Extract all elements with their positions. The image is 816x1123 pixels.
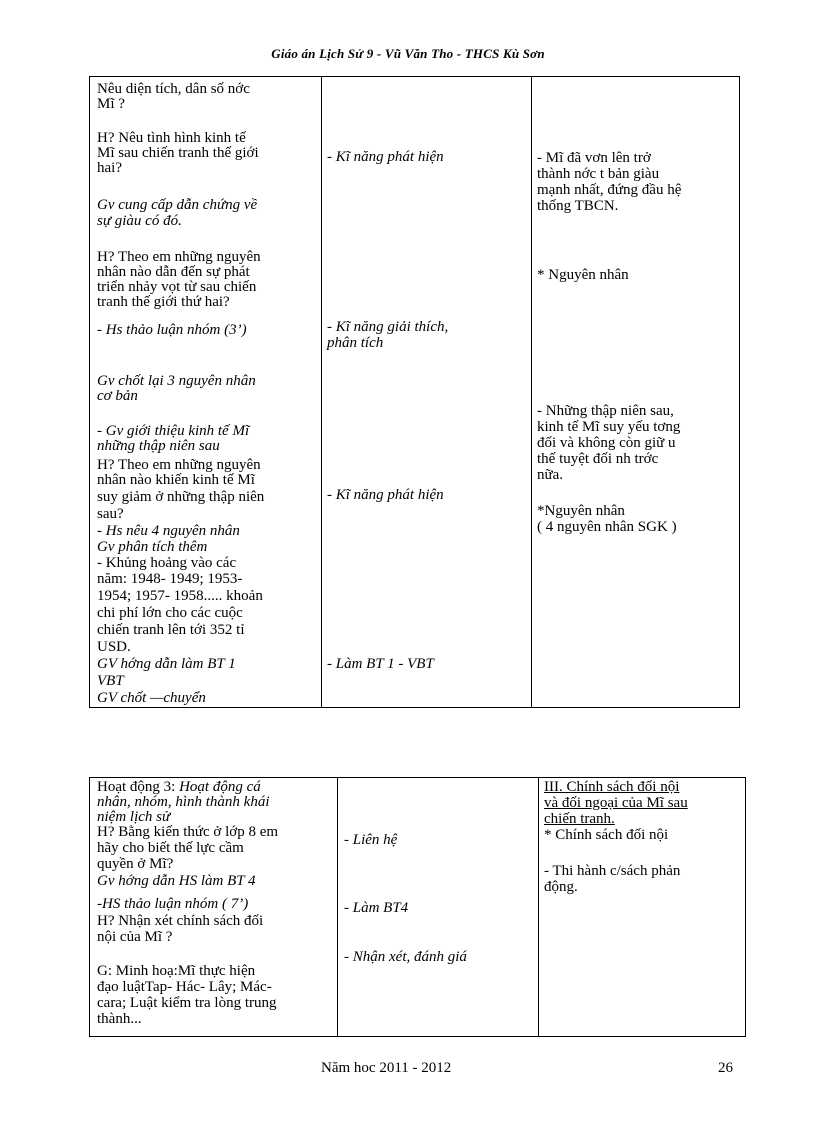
table1-text: sự giàu có đó. xyxy=(97,213,182,229)
table1-text: USD. xyxy=(97,639,131,655)
table1-text: chiến tranh lên tới 352 tỉ xyxy=(97,622,245,638)
table2-text: thành... xyxy=(97,1011,142,1027)
activity-title: Hoạt động cá xyxy=(179,779,261,795)
school-year: Năm hoc 2011 - 2012 xyxy=(321,1060,452,1076)
table1-content: thành nớc t bản giàu xyxy=(537,166,660,182)
table1-text: tranh thế giới thứ hai? xyxy=(97,294,230,310)
table2-skill: - Liên hệ xyxy=(344,832,398,848)
table2-skill: - Làm BT4 xyxy=(344,900,409,916)
table1-text: Gv phân tích thêm xyxy=(97,539,208,555)
table2-text: H? Nhận xét chính sách đối xyxy=(97,913,264,929)
table1-text: GV chốt —chuyển xyxy=(97,690,206,706)
table1-text: H? Nêu tình hình kinh tế xyxy=(97,130,246,146)
table2-text: nội của Mĩ ? xyxy=(97,929,173,945)
table1-text: Nêu diện tích, dân số nớc xyxy=(97,81,250,97)
table1-text: năm: 1948- 1949; 1953- xyxy=(97,571,243,587)
table1-text: 1954; 1957- 1958..... khoản xyxy=(97,588,263,604)
table1-skill: - Kĩ năng phát hiện xyxy=(327,149,444,165)
table1-content: thống TBCN. xyxy=(537,198,619,214)
table1-content: đối và không còn giữ u xyxy=(537,435,676,451)
table1-skill: - Làm BT 1 - VBT xyxy=(327,656,434,672)
table1-text: chi phí lớn cho các cuộc xyxy=(97,605,243,621)
table2-text xyxy=(97,780,261,795)
lesson-table-2 xyxy=(89,777,746,1037)
table2-text: nhân, nhóm, hình thành khái xyxy=(97,794,270,810)
table1-text: cơ bản xyxy=(97,388,138,404)
table2-text: cara; Luật kiểm tra lòng trung xyxy=(97,995,277,1011)
table2-text: G: Minh hoạ:Mĩ thực hiện xyxy=(97,963,256,979)
table1-text: Mĩ ? xyxy=(97,96,125,112)
table1-text: Gv cung cấp dẫn chứng về xyxy=(97,197,258,213)
table2-content: * Chính sách đối nội xyxy=(544,827,669,843)
column-divider xyxy=(538,778,539,1036)
column-divider xyxy=(321,77,322,707)
table1-text: H? Theo em những nguyên xyxy=(97,457,261,473)
lesson-table-1 xyxy=(89,76,740,708)
table1-text: - Gv giới thiệu kinh tế Mĩ xyxy=(97,423,250,439)
table1-text: GV hớng dẫn làm BT 1 xyxy=(97,656,236,672)
section-heading: chiến tranh. xyxy=(544,811,615,827)
table1-skill: - Kĩ năng phát hiện xyxy=(327,487,444,503)
column-divider xyxy=(531,77,532,707)
table2-skill: - Nhận xét, đánh giá xyxy=(344,949,467,965)
table1-skill: - Kĩ năng giải thích, xyxy=(327,319,449,335)
table1-content: kinh tế Mĩ suy yếu tơng xyxy=(537,419,681,435)
table2-content: - Thi hành c/sách phản xyxy=(544,863,681,879)
table1-content: - Những thập niên sau, xyxy=(537,403,674,419)
table2-content: động. xyxy=(544,879,578,895)
table1-content: * Nguyên nhân xyxy=(537,267,629,283)
table2-text: H? Bằng kiến thức ở lớp 8 em xyxy=(97,824,279,840)
table1-skill: phân tích xyxy=(327,335,384,351)
page-header: Giáo án Lịch Sử 9 - Vũ Văn Tho - THCS Kù Sơn xyxy=(271,46,545,61)
table1-text: H? Theo em những nguyên xyxy=(97,249,261,265)
table1-text: - Hs thảo luận nhóm (3’) xyxy=(97,322,247,338)
table1-text: nhân nào khiến kinh tế Mĩ xyxy=(97,472,255,488)
table1-content: *Nguyên nhân xyxy=(537,503,625,519)
section-heading: III. Chính sách đối nội xyxy=(544,779,680,795)
table1-text: VBT xyxy=(97,673,124,689)
table1-text: những thập niên sau xyxy=(97,438,220,454)
table1-text: suy giảm ở những thập niên xyxy=(97,489,265,505)
table1-content: ( 4 nguyên nhân SGK ) xyxy=(537,519,677,535)
table2-text: niệm lịch sử xyxy=(97,809,171,825)
column-divider xyxy=(337,778,338,1036)
table1-text: - Khủng hoảng vào các xyxy=(97,555,237,571)
page-number: 26 xyxy=(718,1060,733,1076)
table2-text: đạo luậtTap- Hác- Lây; Mác- xyxy=(97,979,272,995)
activity-label: Hoạt động 3: xyxy=(97,779,180,795)
table1-text: nhân nào dẫn đến sự phát xyxy=(97,264,250,280)
table2-text: quyền ở Mĩ? xyxy=(97,856,174,872)
table1-text: hai? xyxy=(97,160,122,176)
table2-text: hãy cho biết thế lực cầm xyxy=(97,840,244,856)
table1-content: thế tuyệt đối nh trớc xyxy=(537,451,659,467)
table1-text: Mĩ sau chiến tranh thế giới xyxy=(97,145,259,161)
table1-content: - Mĩ đã vơn lên trở xyxy=(537,150,651,166)
table1-content: nữa. xyxy=(537,467,564,483)
table1-text: - Hs nêu 4 nguyên nhân xyxy=(97,523,240,539)
table2-text: -HS thảo luận nhóm ( 7’) xyxy=(97,896,249,912)
table1-text: triển nhảy vọt từ sau chiến xyxy=(97,279,257,295)
table1-content: mạnh nhất, đứng đầu hệ xyxy=(537,182,682,198)
table1-text: sau? xyxy=(97,506,124,522)
table2-text: Gv hớng dẫn HS làm BT 4 xyxy=(97,873,256,889)
table1-text: Gv chốt lại 3 nguyên nhân xyxy=(97,373,256,389)
section-heading: và đối ngoại của Mĩ sau xyxy=(544,795,688,811)
